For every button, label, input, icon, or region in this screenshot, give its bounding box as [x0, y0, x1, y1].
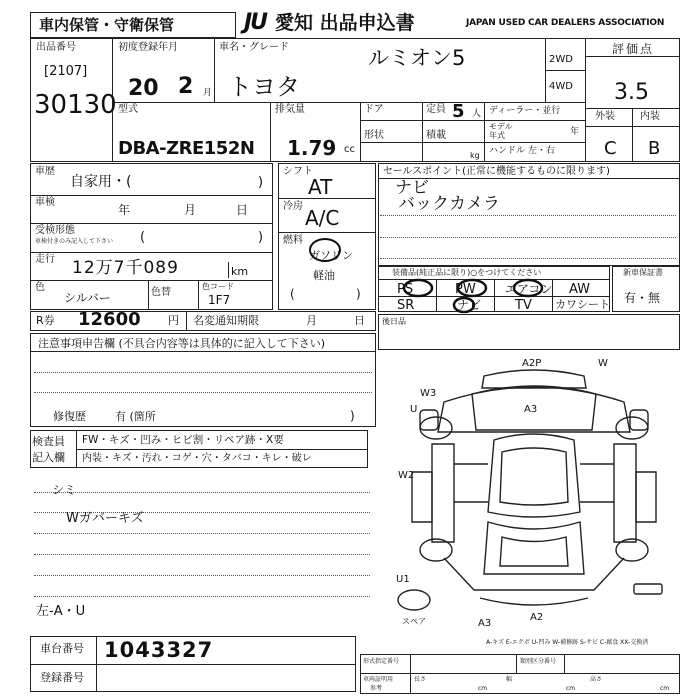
footer-length-cm: cm	[478, 685, 488, 692]
body-label: 形状	[364, 130, 384, 141]
lot-number: 30130	[34, 90, 117, 120]
footer-length-label: 長さ	[414, 676, 427, 683]
fuel-gas: ガソリン	[309, 249, 353, 262]
year-unit: 年	[570, 127, 580, 137]
history-label: 車歴	[35, 166, 55, 177]
ju-logo: JU	[244, 10, 267, 35]
model-year-label: モデル	[489, 122, 513, 131]
model-grade: ルミオン5	[368, 46, 466, 70]
storage-label-box	[30, 12, 236, 38]
after-day-section	[378, 314, 680, 350]
lot-label: 出品番号	[36, 42, 76, 53]
sales-points-label: セールスポイント(正常に機能するものに限ります)	[383, 166, 610, 177]
fuel-close: )	[356, 287, 361, 301]
footer-height-cm: cm	[660, 685, 670, 692]
equip-tv: TV	[515, 298, 532, 313]
dealer-label: ディーラー・並行	[489, 106, 561, 116]
equip-pw: PW	[455, 282, 476, 297]
fuel-open: (	[290, 287, 295, 301]
name-change-month: 月	[306, 314, 317, 327]
color-code-label: 色コード	[202, 282, 234, 291]
recycle-yen: 円	[168, 314, 179, 327]
repair-label: 修復歴	[53, 410, 86, 423]
capacity-label: 定員	[426, 104, 446, 115]
load-label: 積載	[426, 130, 446, 141]
footer-width-label: 幅	[506, 676, 513, 683]
chassis-label: 型式	[118, 104, 138, 115]
warranty-value: 有・無	[624, 291, 661, 305]
footer-model-designation: 形式指定番号	[363, 658, 400, 665]
sales-point-2: バックカメラ	[398, 194, 500, 214]
footer-height-label: 高さ	[590, 676, 603, 683]
inspector-label-2: 記入欄	[32, 451, 65, 464]
chassis-number-label: 車台番号	[40, 642, 84, 655]
mileage-label: 走行	[35, 254, 55, 265]
footer-reference: 参考	[370, 685, 383, 692]
note-line-3: 左-A・U	[36, 604, 86, 619]
mark-w2: W2	[398, 470, 415, 481]
fuel-diesel: 軽油	[313, 269, 335, 282]
displacement-value: 1.79	[287, 136, 337, 160]
shift-label: シフト	[283, 166, 313, 177]
exterior-grade: C	[604, 138, 617, 159]
inspection-day-unit: 日	[236, 203, 249, 217]
mark-u1: U1	[396, 574, 410, 585]
handle-label: ハンドル 左・右	[489, 146, 555, 156]
form-open: (	[140, 230, 146, 245]
recycle-amount: 12600	[78, 309, 141, 330]
equipment-label: 装備品(純正品に限り)○をつけてください	[392, 268, 542, 277]
model-label: 車名・グレード	[219, 42, 289, 53]
damage-legend: A-キズ E-エクボ U-凹み W-補修跡 S-サビ C-腐食 XX-交換済	[486, 639, 649, 646]
lot-bracket: [2107]	[44, 64, 88, 79]
mark-a3-roof: A3	[524, 404, 538, 415]
registration-number-label: 登録番号	[40, 671, 84, 684]
chassis-code: DBA-ZRE152N	[118, 138, 255, 159]
name-change-day: 日	[354, 314, 365, 327]
sales-point-1: ナビ	[395, 178, 429, 198]
form-title: 愛知 出品申込書	[275, 12, 415, 34]
interior-label: 内装	[640, 111, 660, 122]
color-code-value: 1F7	[208, 293, 231, 307]
color-value: シルバー	[64, 291, 111, 305]
note-line-2: Wガバーキズ	[66, 511, 144, 526]
recycle-label: R券	[36, 314, 55, 327]
model-maker: トヨタ	[228, 73, 300, 101]
footer-vehicle-cert: 車両証明用	[363, 676, 394, 683]
form-close: )	[258, 230, 264, 245]
after-day-label: 後日品	[382, 317, 406, 326]
kg-unit: kg	[470, 151, 480, 160]
exterior-label: 外装	[595, 111, 615, 122]
warranty-label: 新車保証書	[623, 268, 663, 277]
registration-month-unit: 月	[203, 88, 213, 98]
inspection-month-unit: 月	[184, 203, 197, 217]
capacity-unit: 人	[472, 109, 482, 119]
form-label: 受検形態	[35, 225, 75, 236]
inspection-year-unit: 年	[118, 203, 131, 217]
car-damage-diagram	[384, 352, 680, 640]
inspector-label-1: 検査員	[32, 435, 65, 448]
mark-a3-rear: A3	[478, 618, 492, 629]
mark-u-left: U	[410, 404, 418, 415]
cc-unit: cc	[344, 144, 355, 155]
shift-value: AT	[308, 175, 333, 199]
repair-value: 有 (箇所	[115, 410, 156, 423]
inspector-row-1: FW・キズ・凹み・ヒビ割・リペア跡・X要	[82, 434, 284, 446]
ac-value: A/C	[305, 206, 340, 230]
km-unit: km	[231, 265, 249, 278]
fuel-label: 燃料	[283, 235, 303, 246]
color-label: 色	[35, 282, 45, 293]
equip-navi: ナビ	[457, 298, 482, 312]
inspection-label: 車検	[35, 197, 55, 208]
footer-width-cm: cm	[566, 685, 576, 692]
history-value: 自家用・(	[70, 174, 132, 190]
drive-4wd: 4WD	[549, 81, 573, 92]
equipment-circle-marks	[378, 272, 610, 314]
interior-grade: B	[648, 138, 661, 159]
inspector-row-2: 内装・キズ・汚れ・コゲ・穴・タバコ・キレ・破レ	[82, 453, 312, 464]
rating-label: 評価点	[612, 42, 655, 56]
association-name: JAPAN USED CAR DEALERS ASSOCIATION	[466, 18, 665, 28]
equip-ps: PS	[397, 282, 414, 297]
fuel-circle-mark	[305, 235, 345, 265]
notes-label: 注意事項申告欄 (不具合内容等は具体的に記入して下さい)	[38, 337, 326, 350]
equip-seat: カワシート	[555, 298, 610, 311]
nen-label: 年式	[489, 131, 505, 140]
door-label: ドア	[364, 104, 384, 115]
equip-aw: AW	[569, 282, 591, 297]
spare-label: スペア	[402, 617, 426, 626]
capacity-value: 5	[452, 101, 465, 122]
chassis-number-value: 1043327	[104, 638, 214, 662]
storage-label: 車内保管・守衛保管	[39, 16, 175, 34]
mileage-value: 12万7千089	[72, 258, 179, 278]
registration-month: 2	[178, 74, 194, 99]
history-close: )	[258, 175, 264, 190]
footer-category-number: 類別区分番号	[520, 658, 557, 665]
equip-ac: エアコン	[505, 282, 553, 296]
mark-w3: W3	[420, 388, 437, 399]
form-note: 車検付きのみ記入して下さい	[35, 238, 114, 245]
color-change-label: 色替	[151, 287, 171, 298]
registration-label: 初度登録年月	[118, 42, 178, 53]
repair-close: )	[350, 409, 355, 423]
mark-w-top: W	[598, 358, 608, 369]
ac-label: 冷房	[283, 201, 303, 212]
mark-a2p-top: A2P	[522, 358, 542, 369]
displacement-label: 排気量	[275, 104, 305, 115]
name-change-label: 名変通知期限	[193, 314, 259, 327]
equip-sr: SR	[397, 298, 415, 313]
mark-a2-rear: A2	[530, 612, 544, 623]
drive-2wd: 2WD	[549, 54, 573, 65]
registration-year: 20	[128, 76, 159, 101]
note-line-1: シミ	[52, 483, 77, 497]
rating-score: 3.5	[614, 80, 649, 105]
